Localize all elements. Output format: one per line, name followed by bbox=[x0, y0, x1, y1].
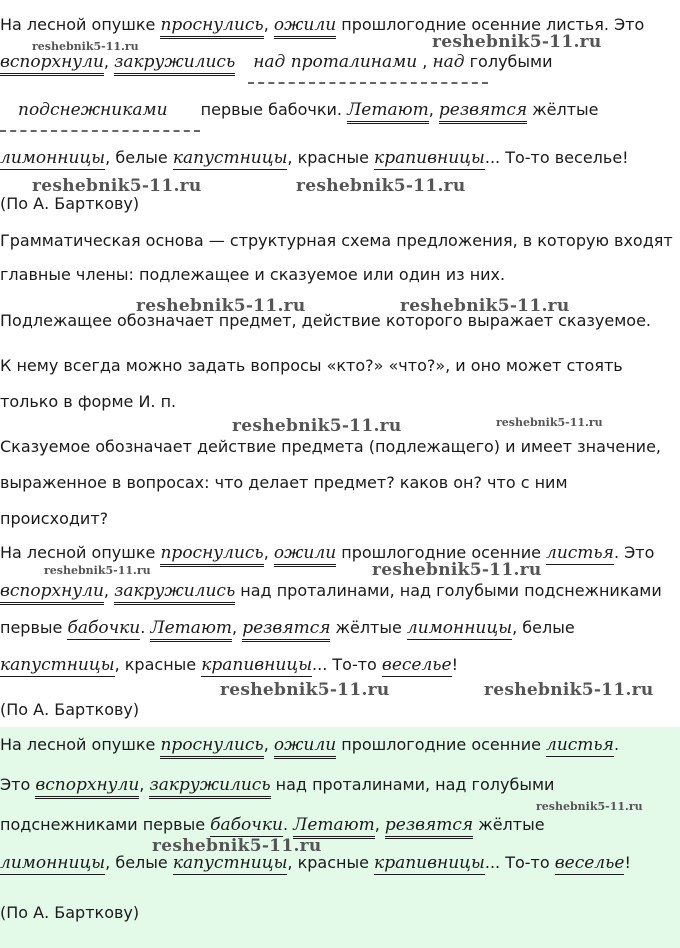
text: первые бабочки. bbox=[195, 100, 348, 119]
subject: капустницы bbox=[172, 853, 288, 873]
text: над проталинами, над голубыми bbox=[270, 775, 555, 794]
subject: веселье bbox=[381, 655, 452, 675]
watermark: reshebnik5-11.ru bbox=[372, 560, 542, 580]
watermark: reshebnik5-11.ru bbox=[32, 40, 139, 53]
predicate: вспорхнули bbox=[0, 581, 104, 605]
b1-author: (По А. Барткову) bbox=[0, 194, 140, 213]
subject: лимонницы bbox=[0, 853, 106, 873]
theory-p4c: происходит? bbox=[0, 509, 109, 528]
theory-p1b: главные члены: подлежащее и сказуемое или один из них. bbox=[0, 265, 506, 284]
b2-line-2 bbox=[0, 580, 662, 602]
watermark: reshebnik5-11.ru bbox=[136, 296, 306, 316]
b2-line-1 bbox=[0, 542, 654, 564]
text: ! bbox=[451, 655, 459, 674]
text: жёлтые bbox=[527, 100, 599, 119]
predicate: закружились bbox=[114, 52, 235, 76]
text: . Это bbox=[613, 543, 655, 562]
theory-p4a: Сказуемое обозначает действие предмета (подлежащего) и имеет значение, bbox=[0, 437, 661, 456]
text: , bbox=[232, 618, 243, 637]
predicate: проснулись bbox=[160, 735, 263, 759]
subject: лимонницы bbox=[406, 618, 513, 638]
text: Это bbox=[0, 775, 36, 794]
watermark: reshebnik5-11.ru bbox=[220, 680, 390, 700]
b3-line-2 bbox=[0, 774, 554, 796]
text: , красные bbox=[114, 655, 202, 674]
text: . bbox=[613, 735, 620, 754]
subject: бабочки bbox=[67, 618, 141, 638]
watermark: reshebnik5-11.ru bbox=[32, 176, 202, 196]
adverbial: над проталинами bbox=[253, 52, 418, 72]
text: . bbox=[282, 815, 294, 834]
text: , bbox=[374, 815, 385, 834]
text: , красные bbox=[287, 853, 375, 872]
watermark: reshebnik5-11.ru bbox=[152, 836, 322, 856]
text: На лесной опушке bbox=[0, 15, 161, 34]
text: На лесной опушке bbox=[0, 543, 161, 562]
text: первые bbox=[0, 618, 68, 637]
text: прошлогодние осенние bbox=[336, 543, 547, 562]
text: ... То-то bbox=[312, 655, 382, 674]
adverbial-underline bbox=[0, 130, 200, 132]
text: , белые bbox=[512, 618, 575, 637]
predicate: ожили bbox=[274, 15, 336, 39]
text: , bbox=[103, 581, 115, 600]
theory-p3a: К нему всегда можно задать вопросы «кто?» «что?», и оно может стоять bbox=[0, 356, 623, 375]
text: . bbox=[140, 618, 151, 637]
subject: крапивницы bbox=[374, 853, 485, 873]
text: голубыми bbox=[464, 52, 553, 71]
watermark: reshebnik5-11.ru bbox=[536, 800, 643, 813]
b2-author: (По А. Барткову) bbox=[0, 700, 140, 719]
subject: капустницы bbox=[172, 148, 288, 168]
text: , bbox=[139, 775, 150, 794]
subject: крапивницы bbox=[201, 655, 313, 675]
text: прошлогодние осенние bbox=[336, 735, 547, 754]
predicate: Летают bbox=[347, 100, 429, 124]
b1-line-2 bbox=[0, 51, 553, 73]
theory-p3b: только в форме И. п. bbox=[0, 392, 177, 411]
b1-line-4 bbox=[0, 147, 629, 169]
b2-line-4 bbox=[0, 654, 458, 676]
theory-p1a: Грамматическая основа — структурная схема предложения, в которую входят bbox=[0, 231, 673, 250]
text: , белые bbox=[105, 148, 173, 167]
b2-line-3 bbox=[0, 617, 575, 639]
b3-line-3 bbox=[0, 814, 545, 836]
watermark: reshebnik5-11.ru bbox=[432, 32, 602, 52]
text: , белые bbox=[105, 853, 173, 872]
adverbial-underline bbox=[248, 82, 488, 84]
text: ... То-то bbox=[484, 853, 555, 872]
text: На лесной опушке bbox=[0, 735, 161, 754]
text: , bbox=[263, 735, 274, 754]
b1-line-3 bbox=[0, 99, 599, 121]
watermark: reshebnik5-11.ru bbox=[44, 564, 151, 577]
text: над проталинами, над голубыми подснежниками bbox=[235, 581, 662, 600]
predicate: Летают bbox=[293, 815, 375, 839]
adverbial: над bbox=[432, 52, 465, 72]
text: , bbox=[428, 100, 439, 119]
text: , bbox=[263, 15, 274, 34]
predicate: проснулись bbox=[160, 543, 263, 567]
subject: веселье bbox=[554, 853, 625, 873]
b3-author: (По А. Барткову) bbox=[0, 903, 140, 922]
predicate: вспорхнули bbox=[0, 52, 104, 76]
theory-p4b: выраженное в вопросах: что делает предмет? каков он? что с ним bbox=[0, 473, 568, 492]
b3-line-1 bbox=[0, 734, 619, 756]
predicate: проснулись bbox=[160, 15, 263, 39]
text: жёлтые bbox=[473, 815, 545, 834]
predicate: резвятся bbox=[439, 100, 527, 124]
predicate: ожили bbox=[274, 543, 336, 567]
predicate: Летают bbox=[150, 618, 232, 642]
text: ! bbox=[624, 853, 631, 872]
subject: бабочки bbox=[210, 815, 283, 835]
text: подснежниками первые bbox=[0, 815, 211, 834]
text: , bbox=[263, 543, 274, 562]
predicate: ожили bbox=[274, 735, 336, 759]
predicate: вспорхнули bbox=[35, 775, 139, 799]
text: ... То-то веселье! bbox=[484, 148, 629, 167]
watermark: reshebnik5-11.ru bbox=[484, 680, 654, 700]
watermark: reshebnik5-11.ru bbox=[400, 296, 570, 316]
predicate: резвятся bbox=[242, 618, 330, 642]
predicate: резвятся bbox=[385, 815, 473, 839]
text: жёлтые bbox=[330, 618, 407, 637]
text: , красные bbox=[287, 148, 375, 167]
subject: капустницы bbox=[0, 655, 115, 675]
predicate: закружились bbox=[114, 581, 235, 605]
watermark: reshebnik5-11.ru bbox=[232, 416, 402, 436]
subject: листья bbox=[546, 543, 614, 563]
predicate: закружились bbox=[149, 775, 270, 799]
subject: лимонницы bbox=[0, 148, 106, 168]
watermark: reshebnik5-11.ru bbox=[296, 176, 466, 196]
watermark: reshebnik5-11.ru bbox=[496, 416, 603, 429]
adverbial: подснежниками bbox=[18, 100, 168, 120]
text: , bbox=[417, 52, 433, 71]
text: , bbox=[103, 52, 115, 71]
subject: листья bbox=[546, 735, 614, 755]
text: прошлогодние осенние листья. Это bbox=[336, 15, 645, 34]
subject: крапивницы bbox=[374, 148, 485, 168]
theory-p2: Подлежащее обозначает предмет, действие которого выражает сказуемое. bbox=[0, 311, 652, 330]
